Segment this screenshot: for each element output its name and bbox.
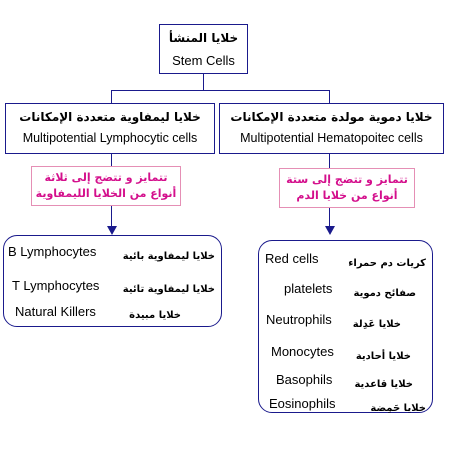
branch-left-drop: [111, 90, 112, 104]
blood-type-en: Monocytes: [271, 344, 334, 359]
left-arrow-head: [107, 226, 117, 235]
list-item: [123, 244, 215, 263]
blood-type-ar: خلايا أحادية: [355, 351, 411, 362]
hematopoietic-ar: خلايا دموية مولدة متعددة الإمكانات: [230, 110, 433, 124]
list-item: [276, 369, 332, 388]
list-item: [356, 344, 411, 363]
stem-cells-ar: خلايا المنشأ: [168, 31, 239, 45]
blood-type-en: Neutrophils: [266, 312, 332, 327]
blood-type-ar: خلايا قاعدية: [354, 379, 413, 390]
list-item: [129, 303, 181, 322]
blood-cell-types-box: [258, 240, 433, 413]
blood-type-ar: صفائح دموية: [353, 288, 416, 299]
blood-type-ar: خلايا حَمِضة: [370, 403, 426, 414]
list-item: [353, 312, 401, 331]
blood-type-en: platelets: [284, 281, 333, 296]
list-item: [348, 251, 426, 270]
blood-type-ar: خلايا عَدِلة: [352, 319, 401, 330]
hematopoietic-box: [219, 103, 444, 154]
lymphocytic-en: Multipotential Lymphocytic cells: [22, 131, 198, 145]
blood-type-ar: كريات دم حمراء: [348, 258, 426, 269]
list-item: [15, 301, 96, 320]
hematopoietic-note-line1: تتمايز و تتضج إلى ستة: [286, 173, 408, 186]
blood-type-en: Basophils: [276, 372, 333, 387]
lymphocytic-box: [5, 103, 215, 154]
lymphocyte-types-box: [3, 235, 222, 327]
right-arrow-head: [325, 226, 335, 235]
lymph-type-en: T Lymphocytes: [12, 278, 100, 293]
blood-type-en: Eosinophils: [269, 396, 336, 411]
lymph-type-en: B Lymphocytes: [8, 244, 97, 259]
list-item: [265, 248, 318, 267]
list-item: [12, 275, 99, 294]
hematopoietic-note: [279, 168, 415, 208]
blood-type-en: Red cells: [265, 251, 319, 266]
lymphocytic-note-line1: تتمايز و تتضج إلى ثلاثة: [44, 171, 168, 184]
list-item: [269, 393, 336, 412]
stem-cells-en: Stem Cells: [172, 53, 235, 68]
branch-right-drop: [329, 90, 330, 104]
lymph-type-ar: خلايا ليمفاوية بائية: [122, 251, 215, 262]
lymph-type-ar: خلايا ليمفاوية تائية: [122, 284, 215, 295]
lymph-type-en: Natural Killers: [15, 304, 96, 319]
list-item: [354, 372, 413, 391]
list-item: [123, 277, 215, 296]
lymphocytic-ar: خلايا ليمفاوية متعددة الإمكانات: [19, 110, 201, 124]
list-item: [271, 341, 334, 360]
list-item: [284, 278, 332, 297]
list-item: [266, 309, 332, 328]
list-item: [8, 241, 96, 260]
list-item: [354, 281, 416, 300]
lymphocytic-note: [31, 166, 181, 206]
stem-stem-line: [203, 74, 204, 90]
lymphocytic-note-line2: أنواع من الخلايا الليمفاوية: [35, 187, 177, 200]
hematopoietic-note-line2: أنواع من خلايا الدم: [296, 189, 398, 202]
branch-horizontal-line: [111, 90, 329, 91]
lymph-type-ar: خلايا مبيدة: [129, 310, 181, 321]
list-item: [370, 396, 426, 415]
hematopoietic-en: Multipotential Hematopoitec cells: [240, 131, 423, 145]
stem-cells-box: [159, 24, 248, 74]
